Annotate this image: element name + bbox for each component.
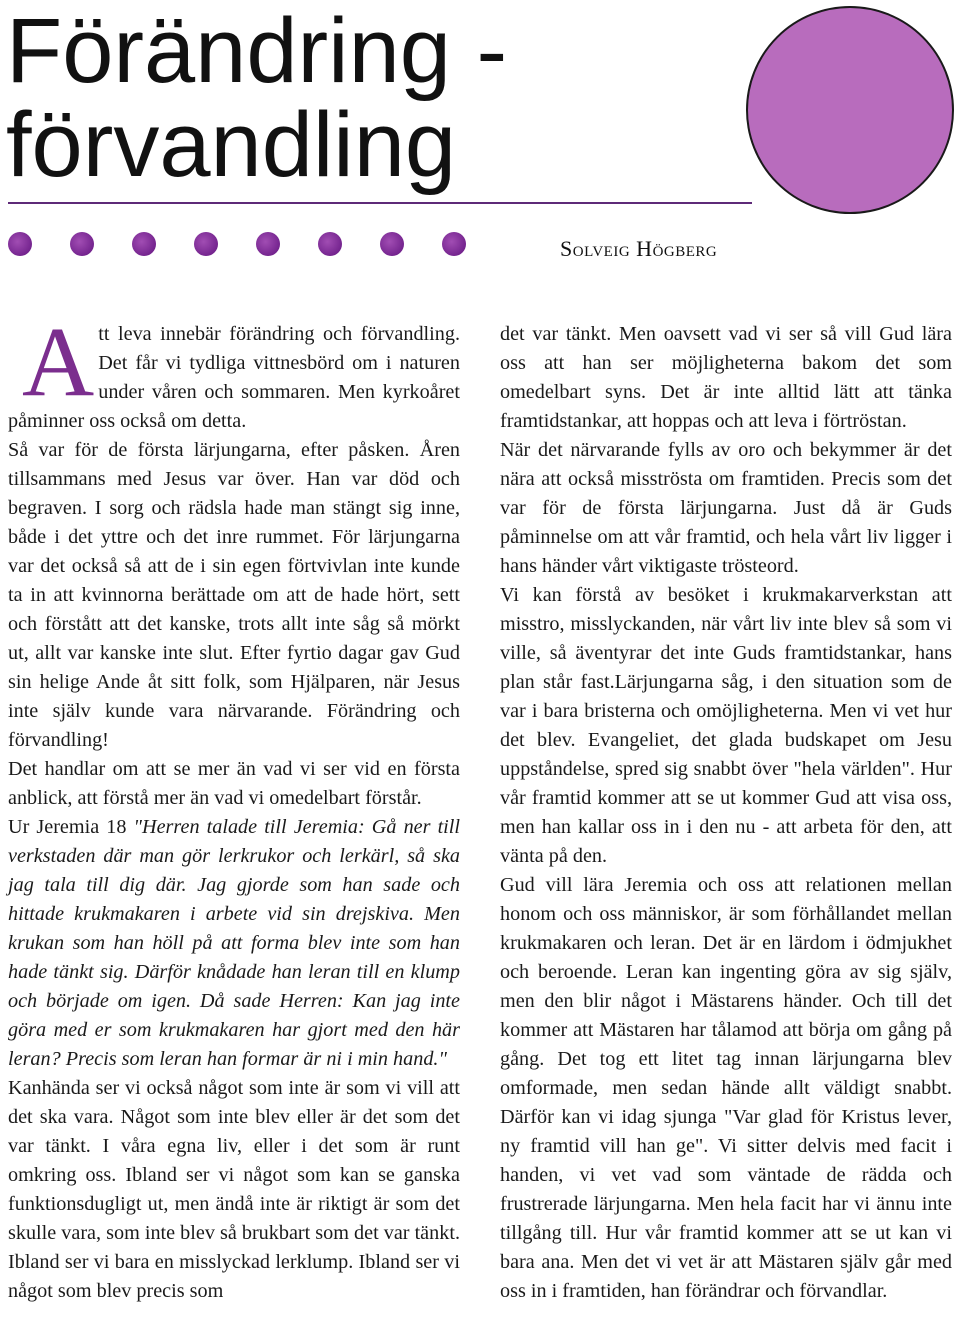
paragraph: Kanhända ser vi också något som inte är som vi vill att det ska vara. Något som inte blev eller är det som det var tänkt. I våra egna liv, eller i det som är runt omkring oss. Ibland ser vi något som kan se ganska funktionsdugligt ut, men ändå inte är riktigt är som det skulle vara, som inte blev så brukbart som det var tänkt. Ibland ser vi bara en misslyckad lerklump. Ibland ser vi något som blev precis som: [8, 1077, 460, 1302]
bullet-icon: [442, 232, 466, 256]
scripture-quote: "Herren talade till Jeremia: Gå ner till verkstaden där man gör lerkrukor och lerkärl, så ska jag tala till dig där. Jag gjorde som han sade och hittade krukmakaren i arbete vid sin drejskiva. Men krukan som han höll på att forma blev inte som han hade tänkt sig. Därför knådade han leran till en klump och började om igen. Då sade Herren: Kan jag inte göra med er som krukmakaren har gjort med den här leran? Precis som leran han formar är ni i min hand.": [8, 816, 460, 1070]
scripture-reference: Ur Jeremia 18: [8, 816, 134, 838]
paragraph-text: tt leva innebär förändring och förvandling. Det får vi tydliga vittnesbörd om i naturen under våren och sommaren. Men kyrkoåret påminner oss också om detta.: [8, 323, 460, 432]
bullet-icon: [256, 232, 280, 256]
title-line-1: Förändring -: [6, 0, 508, 102]
paragraph: Gud vill lära Jeremia och oss att relationen mellan honom och oss människor, är som förhållandet mellan krukmakaren och leran. Det är en lärdom i ödmjukhet och beroende. Leran kan ingenting göra av sig själv, men den blir något i Mästarens händer. Och till det kommer att Mästaren har tålamod att börja om gång på gång. Det tog ett litet tag innan lärjungarna blev omformade, men sedan hände allt väldigt snabbt. Därför kan vi idag sjunga "Var glad för Kristus lever, ny framtid vill han ge". Vi sitter delvis med facit i handen, vi vet vad som väntade de rädda och frustrerade lärjungarna. Men hela facit har vi ännu inte tillgång till. Hur vår framtid kommer att se ut kan vi bara ana. Men det vi vet är att Mästaren själv går med oss in i framtiden, han förändrar och förvandlar.: [500, 874, 952, 1302]
paragraph: [8, 813, 460, 1074]
bullet-icon: [194, 232, 218, 256]
drop-cap: A: [22, 306, 95, 417]
bullet-icon: [132, 232, 156, 256]
bullet-icon: [380, 232, 404, 256]
article-title: [6, 0, 508, 196]
paragraph: Det handlar om att se mer än vad vi ser vid en första anblick, att förstå mer än vad vi omedelbart förstår.: [8, 758, 460, 809]
decorative-circle: [746, 6, 954, 214]
author-name: Solveig Högberg: [560, 236, 718, 261]
paragraph: När det närvarande fylls av oro och bekymmer är det nära att också misströsta om framtiden. Precis som det var för de första lärjungarna. Just då är Guds påminnelse om att vår framtid, och hela vårt liv ligger i hans händer vårt viktigaste tröstеord.: [500, 439, 952, 577]
bullet-icon: [70, 232, 94, 256]
paragraph: det var tänkt. Men oavsett vad vi ser så vill Gud lära oss att han ser möjligheterna bakom det som omedelbart syns. Det är inte alltid lätt att tänka framtidstankar, att hoppas och att leva i förtröstan.: [500, 323, 952, 432]
paragraph: Så var för de första lärjungarna, efter påsken. Åren tillsammans med Jesus var över. Han var död och begraven. I sorg och rädsla hade man stängt sig inne, både i det yttre och det inre rummet. För lärjungarna var det också så att de i sin egen förtvivlan inte kunde ta in att kvinnorna berättade om att de hade hört, sett och förstått att det kanske, trots allt inte såg så mörkt ut, allt var kanske inte slut. Efter fyrtio dagar gav Gud sin helige Ande åt sitt folk, som Hjälparen, när Jesus inte själv kunde vara närvarande. Förändring och förvandling!: [8, 439, 460, 751]
title-line-2: förvandling: [6, 94, 457, 196]
left-column: [8, 306, 460, 1306]
paragraph: Vi kan förstå av besöket i krukmakarverkstan att misstro, misslyckanden, när vårt liv inte blev så som vi ville, så äventyrar det inte Guds framtidstankar, hans plan står fast.Lärjungarna såg, i den situation som de var i bara bristerna och omöjligheterna. Men vi vet hur det blev. Evangeliet, det glada budskapet om Jesu uppståndelse, spred sig snabbt över "hela världen". Hur vår framtid kommer att se ut kommer Gud att visa oss, men han kallar oss in i den nu - att arbeta för den, att vänta på den.: [500, 584, 952, 867]
paragraph: [8, 306, 460, 436]
right-column: [500, 320, 952, 1306]
title-underline: [8, 202, 752, 204]
bullet-icon: [318, 232, 342, 256]
bullet-icon: [8, 232, 32, 256]
bullet-row: [8, 232, 466, 256]
